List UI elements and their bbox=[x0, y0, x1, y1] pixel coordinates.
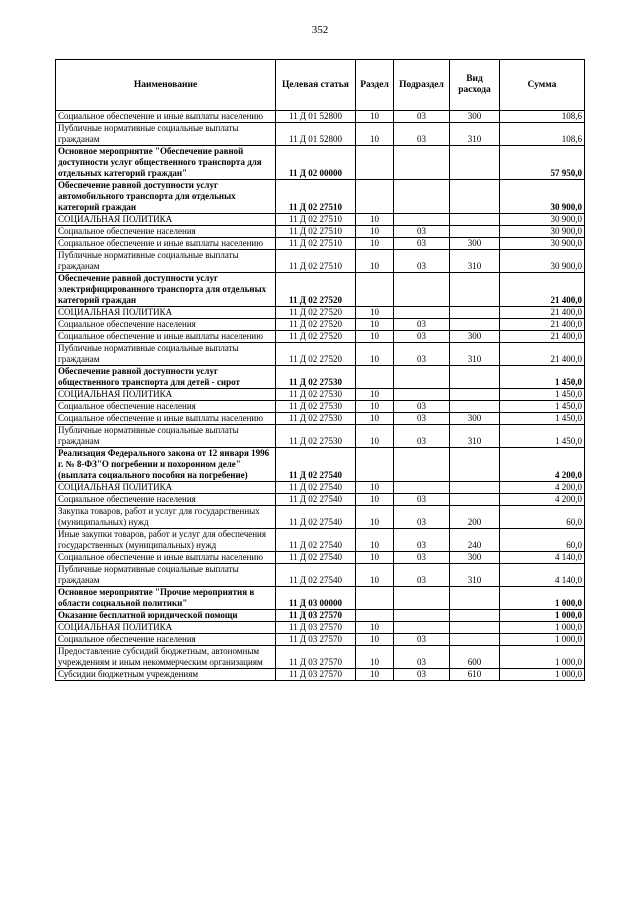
row-section bbox=[356, 180, 394, 214]
row-sum: 4 200,0 bbox=[500, 448, 585, 482]
row-type bbox=[450, 634, 500, 646]
row-section: 10 bbox=[356, 669, 394, 681]
table-row bbox=[56, 634, 585, 646]
row-sum: 30 900,0 bbox=[500, 250, 585, 273]
row-sum: 21 400,0 bbox=[500, 319, 585, 331]
row-name: Субсидии бюджетным учреждениям bbox=[56, 669, 276, 681]
row-subsection bbox=[394, 622, 450, 634]
table-row bbox=[56, 494, 585, 506]
page-number: 352 bbox=[311, 24, 329, 36]
row-name: Предоставление субсидий бюджетным, автономным учреждениям и иным некоммерческим организациям bbox=[56, 646, 276, 669]
row-code: 11 Д 02 27540 bbox=[276, 448, 356, 482]
header-subsection: Подраздел bbox=[394, 60, 450, 111]
row-type bbox=[450, 226, 500, 238]
row-sum: 1 450,0 bbox=[500, 413, 585, 425]
table-row bbox=[56, 529, 585, 552]
row-sum: 21 400,0 bbox=[500, 343, 585, 366]
row-code: 11 Д 03 00000 bbox=[276, 587, 356, 610]
row-name: Публичные нормативные социальные выплаты гражданам bbox=[56, 343, 276, 366]
row-name: Социальное обеспечение и иные выплаты населению bbox=[56, 413, 276, 425]
row-section bbox=[356, 587, 394, 610]
row-type: 310 bbox=[450, 250, 500, 273]
table-row bbox=[56, 343, 585, 366]
row-section: 10 bbox=[356, 494, 394, 506]
row-name: Социальное обеспечение населения bbox=[56, 401, 276, 413]
table-row bbox=[56, 180, 585, 214]
row-sum: 21 400,0 bbox=[500, 273, 585, 307]
row-section: 10 bbox=[356, 622, 394, 634]
table-row bbox=[56, 111, 585, 123]
table-row bbox=[56, 482, 585, 494]
row-code: 11 Д 02 27510 bbox=[276, 226, 356, 238]
row-name: Публичные нормативные социальные выплаты гражданам bbox=[56, 250, 276, 273]
row-section bbox=[356, 448, 394, 482]
row-sum: 30 900,0 bbox=[500, 214, 585, 226]
row-subsection bbox=[394, 448, 450, 482]
row-code: 11 Д 02 27520 bbox=[276, 307, 356, 319]
row-section: 10 bbox=[356, 214, 394, 226]
row-name: Социальное обеспечение населения bbox=[56, 494, 276, 506]
row-type bbox=[450, 401, 500, 413]
row-subsection: 03 bbox=[394, 634, 450, 646]
table-row bbox=[56, 238, 585, 250]
row-code: 11 Д 02 27530 bbox=[276, 425, 356, 448]
row-code: 11 Д 02 27520 bbox=[276, 319, 356, 331]
row-subsection: 03 bbox=[394, 506, 450, 529]
row-sum: 57 950,0 bbox=[500, 146, 585, 180]
row-subsection: 03 bbox=[394, 123, 450, 146]
header-name: Наименование bbox=[56, 60, 276, 111]
table-body bbox=[56, 111, 585, 681]
row-section: 10 bbox=[356, 123, 394, 146]
row-section: 10 bbox=[356, 413, 394, 425]
row-name: Обеспечение равной доступности услуг автомобильного транспорта для отдельных категорий граждан bbox=[56, 180, 276, 214]
row-section: 10 bbox=[356, 343, 394, 366]
table-row bbox=[56, 250, 585, 273]
row-code: 11 Д 02 27520 bbox=[276, 331, 356, 343]
row-sum: 4 200,0 bbox=[500, 482, 585, 494]
row-type: 300 bbox=[450, 331, 500, 343]
row-type bbox=[450, 448, 500, 482]
row-subsection bbox=[394, 180, 450, 214]
row-subsection: 03 bbox=[394, 401, 450, 413]
table-row bbox=[56, 307, 585, 319]
table-row bbox=[56, 610, 585, 622]
row-sum: 108,6 bbox=[500, 123, 585, 146]
row-section: 10 bbox=[356, 529, 394, 552]
row-subsection: 03 bbox=[394, 111, 450, 123]
table-row bbox=[56, 587, 585, 610]
table-row bbox=[56, 146, 585, 180]
row-subsection: 03 bbox=[394, 494, 450, 506]
row-name: Социальное обеспечение и иные выплаты населению bbox=[56, 238, 276, 250]
row-code: 11 Д 02 27510 bbox=[276, 250, 356, 273]
row-subsection: 03 bbox=[394, 425, 450, 448]
row-type bbox=[450, 610, 500, 622]
row-name: Социальное обеспечение и иные выплаты населению bbox=[56, 552, 276, 564]
row-code: 11 Д 02 27530 bbox=[276, 413, 356, 425]
row-subsection: 03 bbox=[394, 413, 450, 425]
row-subsection: 03 bbox=[394, 564, 450, 587]
row-sum: 1 000,0 bbox=[500, 669, 585, 681]
row-code: 11 Д 02 27530 bbox=[276, 366, 356, 389]
row-section: 10 bbox=[356, 564, 394, 587]
row-name: СОЦИАЛЬНАЯ ПОЛИТИКА bbox=[56, 389, 276, 401]
row-code: 11 Д 03 27570 bbox=[276, 634, 356, 646]
row-name: Социальное обеспечение и иные выплаты населению bbox=[56, 331, 276, 343]
row-section: 10 bbox=[356, 634, 394, 646]
row-sum: 1 000,0 bbox=[500, 610, 585, 622]
table-row bbox=[56, 401, 585, 413]
row-type bbox=[450, 622, 500, 634]
row-type: 310 bbox=[450, 425, 500, 448]
row-section bbox=[356, 273, 394, 307]
table-row bbox=[56, 564, 585, 587]
row-code: 11 Д 02 27540 bbox=[276, 506, 356, 529]
row-type bbox=[450, 494, 500, 506]
row-subsection bbox=[394, 610, 450, 622]
row-subsection: 03 bbox=[394, 319, 450, 331]
table-row bbox=[56, 622, 585, 634]
header-type: Вид расхода bbox=[450, 60, 500, 111]
row-code: 11 Д 02 27530 bbox=[276, 389, 356, 401]
row-subsection bbox=[394, 366, 450, 389]
row-sum: 4 140,0 bbox=[500, 552, 585, 564]
table-row bbox=[56, 214, 585, 226]
row-subsection: 03 bbox=[394, 669, 450, 681]
row-sum: 21 400,0 bbox=[500, 307, 585, 319]
row-subsection bbox=[394, 307, 450, 319]
row-subsection: 03 bbox=[394, 331, 450, 343]
row-name: Обеспечение равной доступности услуг электрифицированного транспорта для отдельных категорий граждан bbox=[56, 273, 276, 307]
row-section: 10 bbox=[356, 646, 394, 669]
row-sum: 1 000,0 bbox=[500, 634, 585, 646]
row-type bbox=[450, 482, 500, 494]
row-name: Оказание бесплатной юридической помощи bbox=[56, 610, 276, 622]
row-section: 10 bbox=[356, 307, 394, 319]
table-row bbox=[56, 366, 585, 389]
table-header-row bbox=[56, 60, 585, 111]
row-section: 10 bbox=[356, 331, 394, 343]
row-subsection bbox=[394, 273, 450, 307]
row-name: Публичные нормативные социальные выплаты гражданам bbox=[56, 425, 276, 448]
row-section bbox=[356, 146, 394, 180]
row-code: 11 Д 02 27510 bbox=[276, 214, 356, 226]
row-type bbox=[450, 587, 500, 610]
row-section: 10 bbox=[356, 401, 394, 413]
row-name: Публичные нормативные социальные выплаты гражданам bbox=[56, 564, 276, 587]
row-type bbox=[450, 319, 500, 331]
row-subsection: 03 bbox=[394, 343, 450, 366]
row-name: Закупка товаров, работ и услуг для государственных (муниципальных) нужд bbox=[56, 506, 276, 529]
row-name: Реализация Федерального закона от 12 января 1996 г. № 8-ФЗ"О погребении и похоронном деле" (выплата социального пособия на погребение) bbox=[56, 448, 276, 482]
row-sum: 21 400,0 bbox=[500, 331, 585, 343]
row-section: 10 bbox=[356, 319, 394, 331]
row-name: Социальное обеспечение населения bbox=[56, 634, 276, 646]
table-row bbox=[56, 669, 585, 681]
row-name: Социальное обеспечение населения bbox=[56, 319, 276, 331]
row-name: СОЦИАЛЬНАЯ ПОЛИТИКА bbox=[56, 482, 276, 494]
row-code: 11 Д 02 27520 bbox=[276, 273, 356, 307]
row-sum: 1 450,0 bbox=[500, 425, 585, 448]
row-name: СОЦИАЛЬНАЯ ПОЛИТИКА bbox=[56, 307, 276, 319]
header-section: Раздел bbox=[356, 60, 394, 111]
row-code: 11 Д 02 00000 bbox=[276, 146, 356, 180]
table-row bbox=[56, 331, 585, 343]
row-name: Социальное обеспечение и иные выплаты населению bbox=[56, 111, 276, 123]
row-subsection bbox=[394, 214, 450, 226]
row-sum: 1 000,0 bbox=[500, 646, 585, 669]
row-section: 10 bbox=[356, 425, 394, 448]
table-row bbox=[56, 123, 585, 146]
row-code: 11 Д 02 27540 bbox=[276, 564, 356, 587]
row-subsection: 03 bbox=[394, 552, 450, 564]
row-sum: 1 450,0 bbox=[500, 401, 585, 413]
row-type bbox=[450, 389, 500, 401]
row-section: 10 bbox=[356, 226, 394, 238]
row-code: 11 Д 02 27540 bbox=[276, 529, 356, 552]
row-section: 10 bbox=[356, 552, 394, 564]
row-sum: 108,6 bbox=[500, 111, 585, 123]
row-subsection: 03 bbox=[394, 646, 450, 669]
row-type bbox=[450, 214, 500, 226]
table-row bbox=[56, 646, 585, 669]
row-subsection bbox=[394, 587, 450, 610]
row-name: Социальное обеспечение населения bbox=[56, 226, 276, 238]
row-subsection bbox=[394, 146, 450, 180]
row-name: Иные закупки товаров, работ и услуг для обеспечения государственных (муниципальных) нужд bbox=[56, 529, 276, 552]
row-code: 11 Д 03 27570 bbox=[276, 622, 356, 634]
row-code: 11 Д 01 52800 bbox=[276, 111, 356, 123]
row-code: 11 Д 02 27520 bbox=[276, 343, 356, 366]
row-sum: 1 450,0 bbox=[500, 389, 585, 401]
row-name: Публичные нормативные социальные выплаты гражданам bbox=[56, 123, 276, 146]
row-code: 11 Д 01 52800 bbox=[276, 123, 356, 146]
row-code: 11 Д 03 27570 bbox=[276, 610, 356, 622]
row-type: 300 bbox=[450, 238, 500, 250]
row-sum: 30 900,0 bbox=[500, 238, 585, 250]
row-sum: 4 140,0 bbox=[500, 564, 585, 587]
row-type bbox=[450, 366, 500, 389]
table-row bbox=[56, 425, 585, 448]
row-sum: 60,0 bbox=[500, 529, 585, 552]
row-name: СОЦИАЛЬНАЯ ПОЛИТИКА bbox=[56, 214, 276, 226]
header-code: Целевая статья bbox=[276, 60, 356, 111]
row-section bbox=[356, 610, 394, 622]
row-name: СОЦИАЛЬНАЯ ПОЛИТИКА bbox=[56, 622, 276, 634]
row-name: Обеспечение равной доступности услуг общественного транспорта для детей - сирот bbox=[56, 366, 276, 389]
row-type: 310 bbox=[450, 564, 500, 587]
row-type: 600 bbox=[450, 646, 500, 669]
row-subsection: 03 bbox=[394, 529, 450, 552]
row-sum: 60,0 bbox=[500, 506, 585, 529]
row-code: 11 Д 02 27530 bbox=[276, 401, 356, 413]
row-type: 200 bbox=[450, 506, 500, 529]
row-type bbox=[450, 273, 500, 307]
row-code: 11 Д 02 27510 bbox=[276, 180, 356, 214]
table-row bbox=[56, 506, 585, 529]
row-code: 11 Д 02 27510 bbox=[276, 238, 356, 250]
table-row bbox=[56, 226, 585, 238]
row-section: 10 bbox=[356, 482, 394, 494]
row-subsection: 03 bbox=[394, 238, 450, 250]
row-code: 11 Д 03 27570 bbox=[276, 646, 356, 669]
row-subsection: 03 bbox=[394, 226, 450, 238]
row-code: 11 Д 02 27540 bbox=[276, 494, 356, 506]
row-sum: 30 900,0 bbox=[500, 180, 585, 214]
row-name: Основное мероприятие "Обеспечение равной доступности услуг общественного транспорта для отдельных категорий граждан" bbox=[56, 146, 276, 180]
row-sum: 1 000,0 bbox=[500, 587, 585, 610]
row-sum: 1 450,0 bbox=[500, 366, 585, 389]
row-type: 310 bbox=[450, 343, 500, 366]
row-section: 10 bbox=[356, 250, 394, 273]
row-type: 310 bbox=[450, 123, 500, 146]
row-type: 610 bbox=[450, 669, 500, 681]
row-subsection bbox=[394, 389, 450, 401]
row-type bbox=[450, 307, 500, 319]
row-code: 11 Д 03 27570 bbox=[276, 669, 356, 681]
row-type: 300 bbox=[450, 111, 500, 123]
row-type bbox=[450, 180, 500, 214]
budget-table bbox=[55, 59, 585, 681]
row-type: 300 bbox=[450, 413, 500, 425]
row-subsection bbox=[394, 482, 450, 494]
table-row bbox=[56, 552, 585, 564]
row-section: 10 bbox=[356, 389, 394, 401]
row-sum: 4 200,0 bbox=[500, 494, 585, 506]
row-code: 11 Д 02 27540 bbox=[276, 482, 356, 494]
table-row bbox=[56, 319, 585, 331]
row-name: Основное мероприятие "Прочие мероприятия в области социальной политики" bbox=[56, 587, 276, 610]
row-section: 10 bbox=[356, 111, 394, 123]
row-type bbox=[450, 146, 500, 180]
row-code: 11 Д 02 27540 bbox=[276, 552, 356, 564]
row-sum: 1 000,0 bbox=[500, 622, 585, 634]
header-sum: Сумма bbox=[500, 60, 585, 111]
table-row bbox=[56, 448, 585, 482]
row-type: 300 bbox=[450, 552, 500, 564]
row-section bbox=[356, 366, 394, 389]
row-subsection: 03 bbox=[394, 250, 450, 273]
row-sum: 30 900,0 bbox=[500, 226, 585, 238]
table-row bbox=[56, 413, 585, 425]
row-section: 10 bbox=[356, 238, 394, 250]
table-row bbox=[56, 273, 585, 307]
row-type: 240 bbox=[450, 529, 500, 552]
row-section: 10 bbox=[356, 506, 394, 529]
table-row bbox=[56, 389, 585, 401]
